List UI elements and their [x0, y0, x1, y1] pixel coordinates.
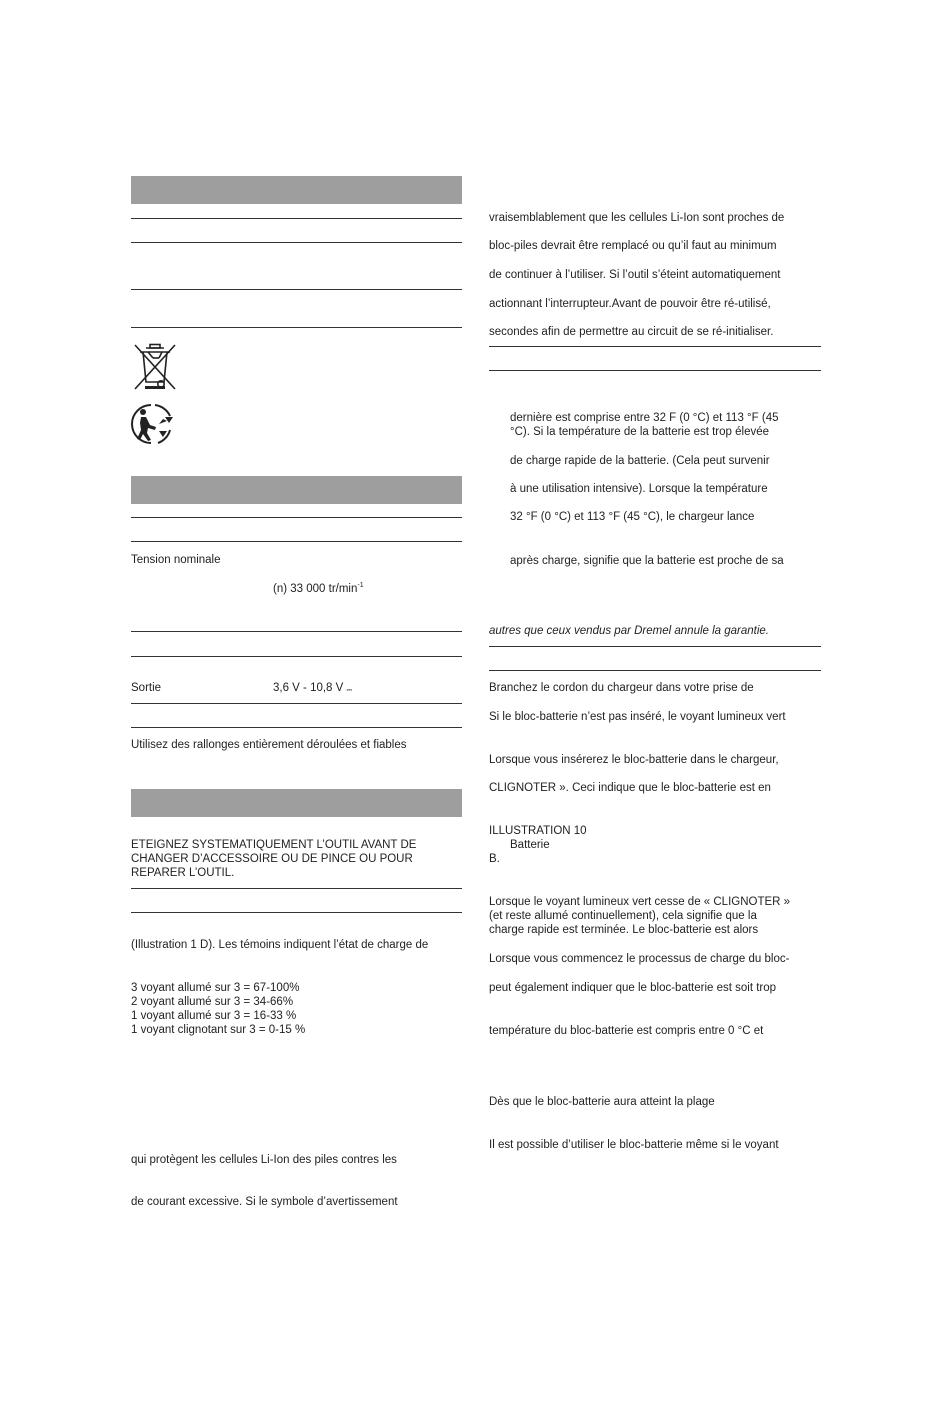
warning-line: ETEIGNEZ SYSTEMATIQUEMENT L’OUTIL AVANT DE: [131, 839, 417, 851]
body-text: °C). Si la température de la batterie est trop élevée: [510, 426, 770, 438]
divider: [131, 703, 462, 704]
charge-level-item: 3 voyant allumé sur 3 = 67-100%: [131, 982, 300, 994]
body-text: (Illustration 1 D). Les témoins indiquent l’état de charge de: [131, 939, 429, 951]
divider: [131, 327, 462, 328]
divider: [131, 517, 462, 518]
spec-value: [273, 681, 351, 699]
body-text: de courant excessive. Si le symbole d’avertissement: [131, 1196, 398, 1208]
charge-level-item: 1 voyant allumé sur 3 = 16-33 %: [131, 1010, 297, 1022]
warning-line: CHANGER D’ACCESSOIRE OU DE PINCE OU POUR: [131, 853, 413, 865]
spec-value: [273, 582, 364, 597]
output-value: 3,6 V - 10,8 V: [273, 682, 344, 694]
body-text: 32 °F (0 °C) et 113 °F (45 °C), le chargeur lance: [510, 511, 755, 523]
triman-recycling-icon: [129, 402, 177, 446]
body-text: secondes afin de permettre au circuit de se ré-initialiser.: [489, 326, 774, 338]
body-text: bloc-piles devrait être remplacé ou qu’il faut au minimum: [489, 240, 777, 252]
section-header-bar: [131, 176, 462, 204]
body-text: température du bloc-batterie est compris entre 0 °C et: [489, 1025, 764, 1037]
divider: [489, 670, 821, 671]
illustration-item: Batterie: [510, 839, 550, 851]
divider: [131, 912, 462, 913]
warranty-note: autres que ceux vendus par Dremel annule la garantie.: [489, 625, 770, 637]
body-text: (et reste allumé continuellement), cela signifie que la: [489, 910, 757, 922]
body-text: charge rapide est terminée. Le bloc-batterie est alors: [489, 924, 759, 936]
dc-symbol-icon: ⎓: [346, 687, 352, 694]
divider: [131, 289, 462, 290]
body-text: dernière est comprise entre 32 F (0 °C) et 113 °F (45: [510, 412, 779, 424]
divider: [131, 727, 462, 728]
body-text: peut également indiquer que le bloc-batterie est soit trop: [489, 982, 777, 994]
divider: [131, 541, 462, 542]
body-text: Lorsque vous insérerez le bloc-batterie dans le chargeur,: [489, 754, 779, 766]
body-text: CLIGNOTER ». Ceci indique que le bloc-batterie est en: [489, 782, 771, 794]
divider: [489, 346, 821, 347]
body-text: qui protègent les cellules Li-Ion des piles contres les: [131, 1154, 397, 1166]
body-text: Utilisez des rallonges entièrement déroulées et fiables: [131, 739, 407, 751]
spec-label: Sortie: [131, 682, 162, 694]
divider: [489, 646, 821, 647]
divider: [131, 631, 462, 632]
illustration-item: B.: [489, 853, 500, 865]
body-text: à une utilisation intensive). Lorsque la température: [510, 483, 768, 495]
section-header-bar: [131, 789, 462, 817]
divider: [131, 888, 462, 889]
body-text: de continuer à l’utiliser. Si l’outil s’éteint automatiquement: [489, 269, 781, 281]
body-text: Lorsque le voyant lumineux vert cesse de « CLIGNOTER »: [489, 896, 791, 908]
warning-line: REPARER L’OUTIL.: [131, 867, 235, 879]
body-text: vraisemblablement que les cellules Li-Ion sont proches de: [489, 212, 785, 224]
body-text: Lorsque vous commencez le processus de charge du bloc-: [489, 953, 790, 965]
body-text: Dès que le bloc-batterie aura atteint la plage: [489, 1096, 715, 1108]
charge-level-item: 1 voyant clignotant sur 3 = 0-15 %: [131, 1024, 306, 1036]
divider: [131, 242, 462, 243]
body-text: Si le bloc-batterie n’est pas inséré, le voyant lumineux vert: [489, 711, 786, 723]
divider: [131, 218, 462, 219]
speed-value: (n) 33 000 tr/min: [273, 583, 358, 595]
body-text: Il est possible d’utiliser le bloc-batterie même si le voyant: [489, 1139, 779, 1151]
spec-label: Tension nominale: [131, 554, 221, 566]
section-header-bar: [131, 476, 462, 504]
charge-level-item: 2 voyant allumé sur 3 = 34-66%: [131, 996, 294, 1008]
body-text: après charge, signifie que la batterie est proche de sa: [510, 555, 784, 567]
speed-exponent: -1: [357, 582, 364, 589]
divider: [131, 656, 462, 657]
body-text: actionnant l’interrupteur.Avant de pouvoir être ré-utilisé,: [489, 298, 771, 310]
divider: [489, 370, 821, 371]
illustration-title: ILLUSTRATION 10: [489, 825, 587, 837]
body-text: de charge rapide de la batterie. (Cela peut survenir: [510, 455, 770, 467]
crossed-out-wheelie-bin-icon: [132, 342, 178, 392]
body-text: Branchez le cordon du chargeur dans votre prise de: [489, 682, 754, 694]
